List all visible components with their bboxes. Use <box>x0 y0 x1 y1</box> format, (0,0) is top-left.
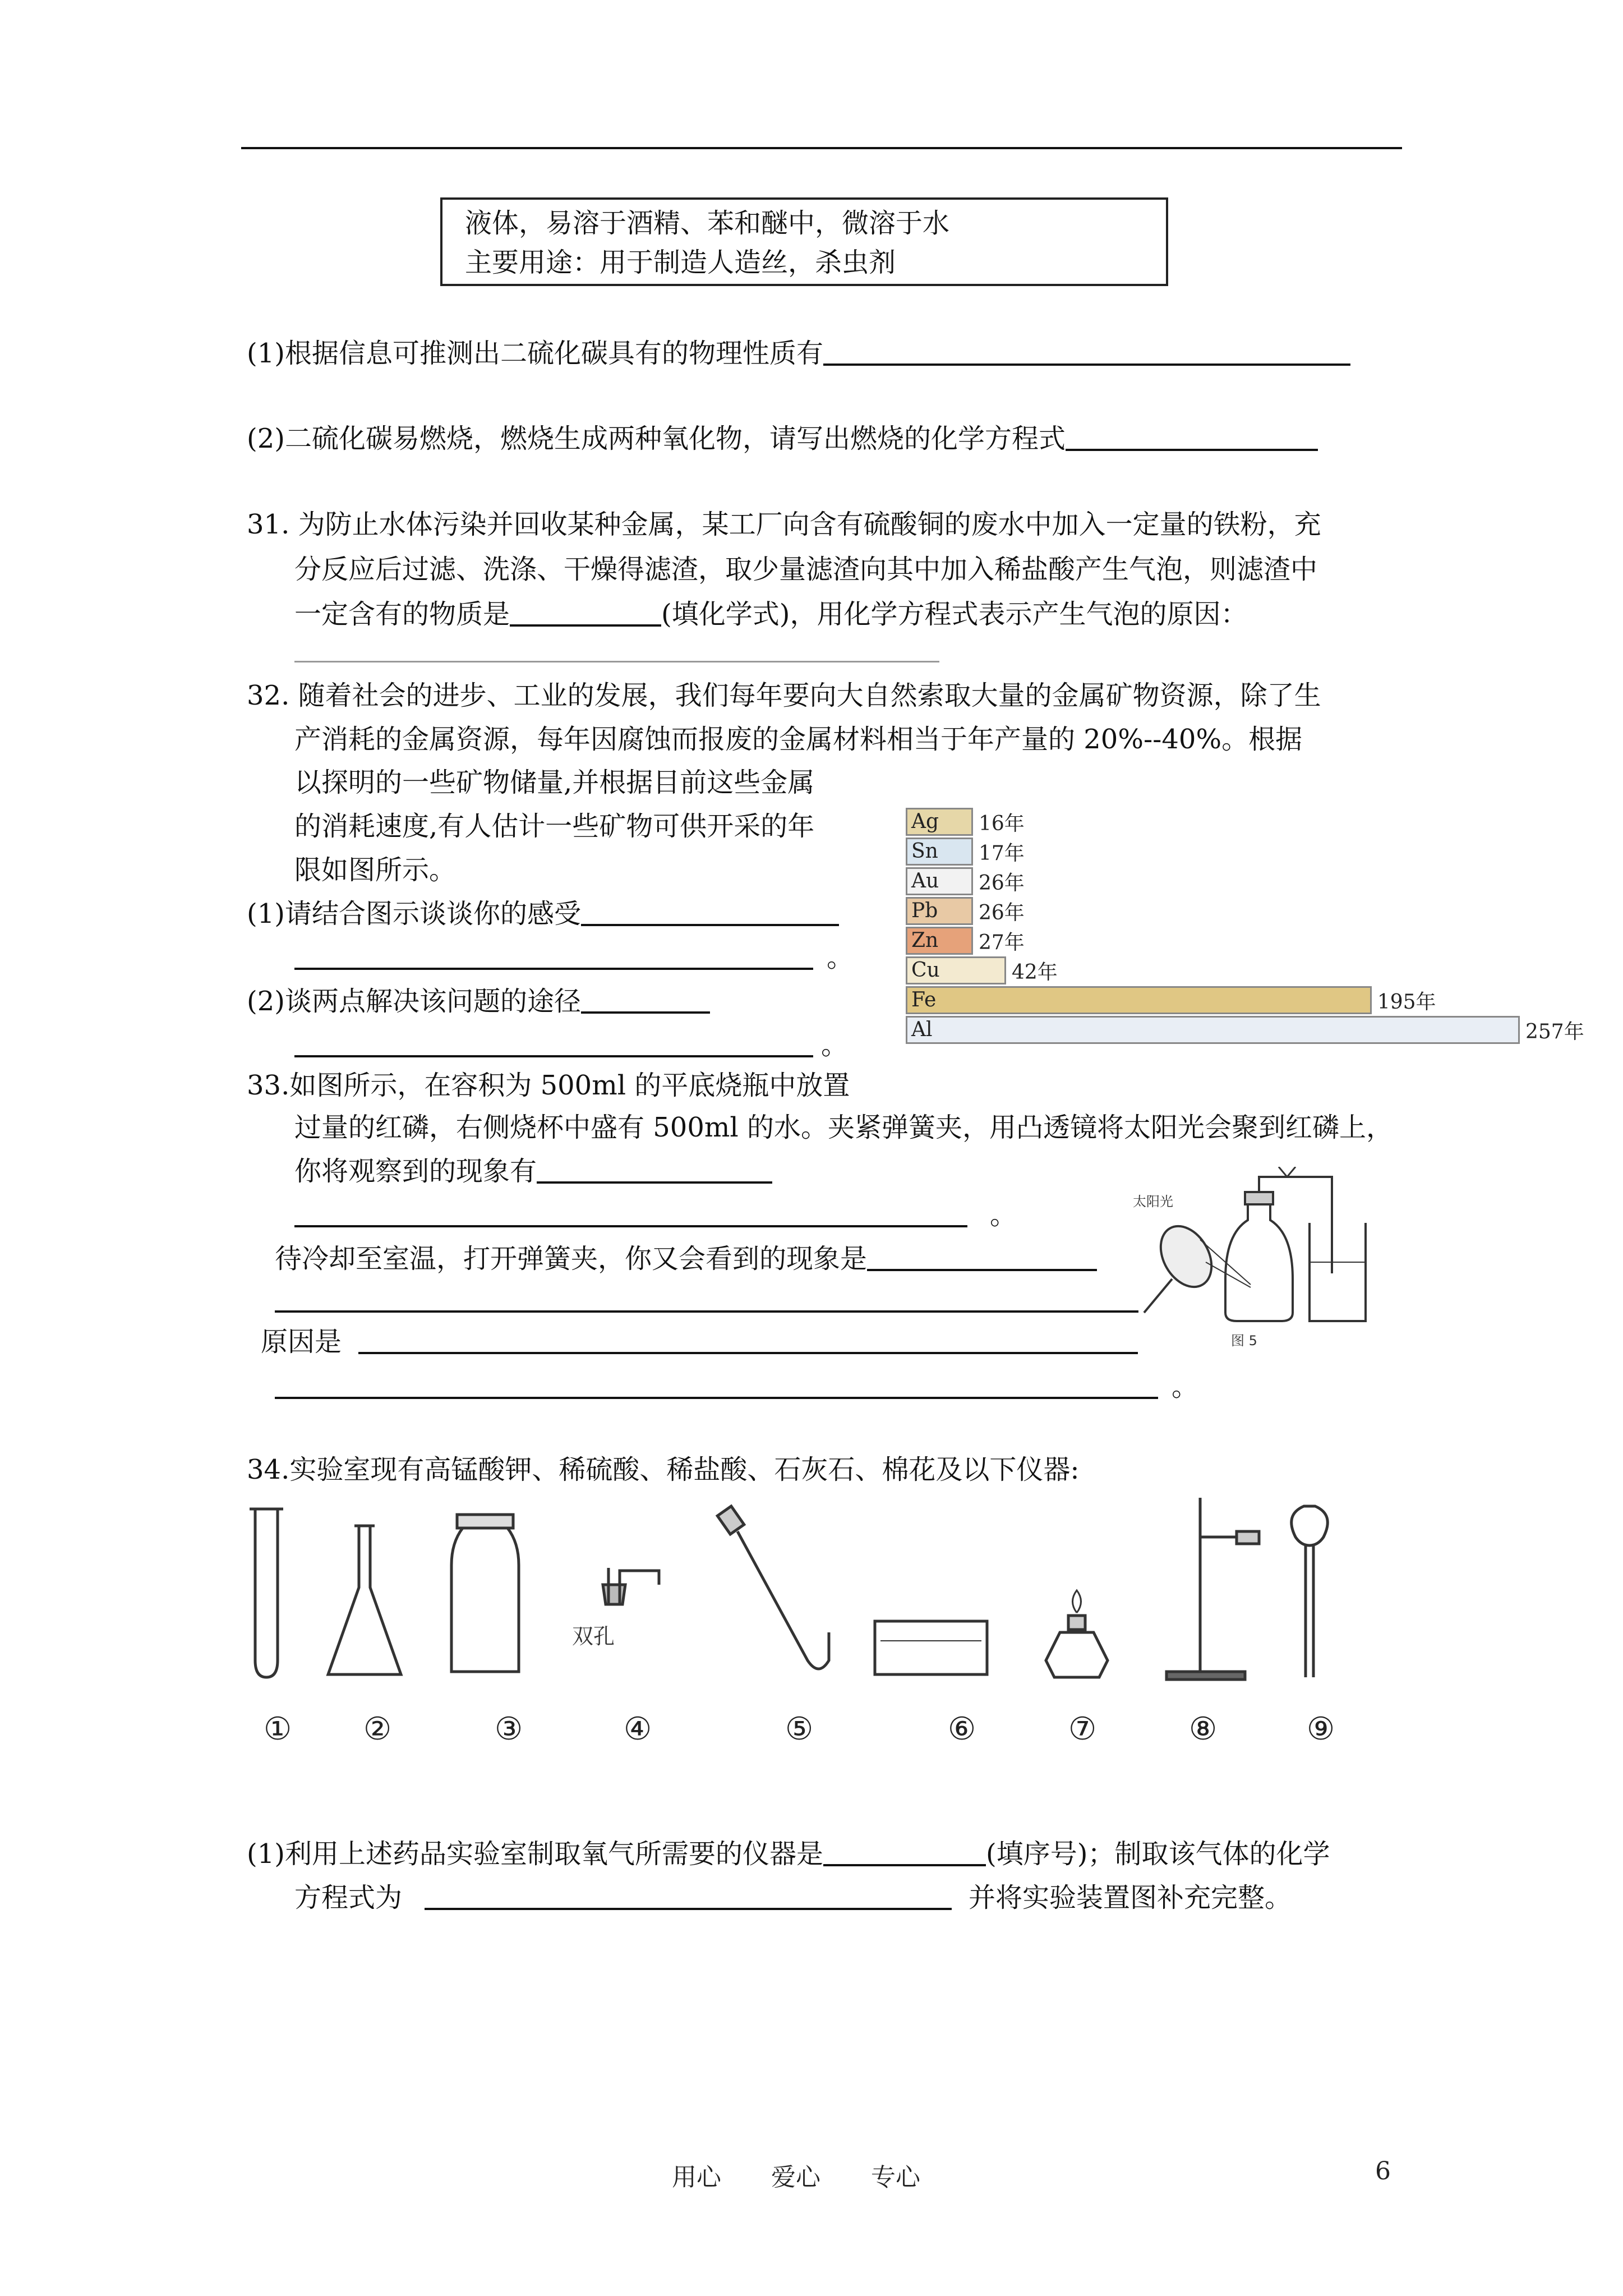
conical-flask-icon <box>328 1526 401 1674</box>
footer-motto-2: 爱心 <box>771 2163 820 2192</box>
q30-part-1-answer-blank[interactable] <box>823 337 1350 366</box>
bent-delivery-tube-icon <box>717 1506 829 1669</box>
bar-label-ag: Ag <box>911 810 939 833</box>
q33-line-8 <box>275 1370 1198 1404</box>
header-rule <box>241 147 1402 149</box>
bar-value-al: 257年 <box>1525 1020 1584 1043</box>
q33-observe-blank-2[interactable] <box>294 1198 967 1227</box>
q33-line-1: 33.如图所示，在容积为 500ml 的平底烧瓶中放置 <box>247 1070 850 1101</box>
q30-part-2 <box>247 422 1318 455</box>
q32-part-1 <box>247 897 839 931</box>
q34-line-1: 34.实验室现有高锰酸钾、稀硫酸、稀盐酸、石灰石、棉花及以下仪器: <box>247 1454 1080 1485</box>
bar-al <box>906 1016 1520 1044</box>
q31-line-3 <box>294 597 1247 631</box>
q34-part-1-text-b: (填序号)；制取该气体的化学 <box>986 1838 1330 1870</box>
q30-part-1-text: (1)根据信息可推测出二硫化碳具有的物理性质有 <box>247 338 823 369</box>
q33-line-8-period: 。 <box>1172 1371 1199 1402</box>
q34-part-1-text-c: 方程式为 <box>294 1882 403 1913</box>
q32-line-3: 以探明的一些矿物储量,并根据目前这些金属 <box>294 767 815 798</box>
footer-motto-1: 用心 <box>672 2163 721 2192</box>
instrument-number-2: ② <box>363 1711 392 1747</box>
alcohol-lamp-icon <box>1046 1590 1108 1677</box>
q32-part-2 <box>247 984 710 1018</box>
q32-line-2: 产消耗的金属资源，每年因腐蚀而报废的金属材料相当于年产量的 20%--40%。根据 <box>294 724 1303 755</box>
q31-formula-blank[interactable] <box>510 597 661 627</box>
q30-part-2-answer-blank[interactable] <box>1066 422 1318 451</box>
q31-equation-blank[interactable] <box>294 661 939 662</box>
footer-motto-3: 专心 <box>871 2163 920 2192</box>
test-tube-icon <box>250 1509 283 1677</box>
q33-observe-blank[interactable] <box>537 1154 772 1184</box>
sunlight-label: 太阳光 <box>1133 1194 1173 1209</box>
q31-line-3-text-a: 一定含有的物质是 <box>294 599 510 630</box>
bar-label-pb: Pb <box>911 899 938 922</box>
q33-line-7 <box>261 1325 1138 1359</box>
bar-label-fe: Fe <box>911 988 937 1011</box>
q34-part-1 <box>247 1837 1330 1871</box>
q32-part-1-blank-2[interactable] <box>294 941 813 970</box>
q32-part-2-blank[interactable] <box>581 984 710 1014</box>
q32-part-1-period: 。 <box>827 942 854 973</box>
q32-part-1-blank[interactable] <box>581 897 839 926</box>
info-box-line-2: 主要用途：用于制造人造丝，杀虫剂 <box>465 247 896 278</box>
q32-part-1-line-2 <box>294 941 854 974</box>
instrument-number-4: ④ <box>624 1711 652 1747</box>
q32-part-2-blank-2[interactable] <box>294 1028 813 1057</box>
bar-label-cu: Cu <box>911 959 940 982</box>
bar-value-ag: 16年 <box>979 812 1025 835</box>
q32-part-2-line-2 <box>294 1028 848 1062</box>
q34-part-1-text-d: 并将实验装置图补充完整。 <box>969 1882 1292 1913</box>
q33-after-blank[interactable] <box>867 1242 1097 1271</box>
instrument-number-9: ⑨ <box>1307 1711 1335 1747</box>
q31-line-1: 31. 为防止水体污染并回收某种金属，某工厂向含有硫酸铜的废水中加入一定量的铁粉，充 <box>247 509 1321 540</box>
instrument-number-3: ③ <box>495 1711 523 1747</box>
instrument-number-8: ⑧ <box>1189 1711 1218 1747</box>
q33-line-2: 过量的红磷，右侧烧杯中盛有 500ml 的水。夹紧弹簧夹，用凸透镜将太阳光会聚到红磷上， <box>294 1112 1394 1143</box>
figure-5-label: 图 5 <box>1231 1333 1257 1349</box>
q30-part-2-text: (2)二硫化碳易燃烧，燃烧生成两种氧化物，请写出燃烧的化学方程式 <box>247 423 1066 454</box>
q32-part-1-text: (1)请结合图示谈谈你的感受 <box>247 898 581 930</box>
bar-value-sn: 17年 <box>979 842 1025 865</box>
q32-line-1: 32. 随着社会的进步、工业的发展，我们每年要向大自然索取大量的金属矿物资源，除了生 <box>247 680 1321 711</box>
q34-instruments-blank[interactable] <box>823 1837 986 1866</box>
bar-value-fe: 195年 <box>1377 991 1436 1014</box>
two-hole-stopper-icon <box>603 1568 659 1604</box>
instruments-figure <box>236 1492 1357 1717</box>
iron-stand-icon <box>1166 1498 1259 1680</box>
q33-line-3 <box>294 1154 772 1188</box>
phosphorus-apparatus-figure <box>1127 1167 1408 1352</box>
reagent-bottle-icon <box>451 1515 519 1672</box>
q33-line-3-text: 你将观察到的现象有 <box>294 1156 537 1187</box>
q34-equation-blank[interactable] <box>425 1881 952 1910</box>
q33-reason-blank[interactable] <box>358 1325 1138 1354</box>
q32-line-5: 限如图所示。 <box>294 854 457 886</box>
bar-label-au: Au <box>911 869 939 892</box>
q34-part-1-text-a: (1)利用上述药品实验室制取氧气所需要的仪器是 <box>247 1838 823 1870</box>
bar-label-zn: Zn <box>911 929 939 952</box>
bar-value-pb: 26年 <box>979 901 1025 924</box>
mineral-lifespan-chart <box>906 808 1596 1049</box>
page-number: 6 <box>1375 2157 1391 2185</box>
bar-value-zn: 27年 <box>979 931 1025 954</box>
q31-line-2: 分反应后过滤、洗涤、干燥得滤渣，取少量滤渣向其中加入稀盐酸产生气泡，则滤渣中 <box>294 554 1318 585</box>
q33-line-4-period: 。 <box>990 1199 1017 1231</box>
q33-line-4 <box>294 1198 1017 1232</box>
water-trough-icon <box>875 1621 987 1674</box>
q33-after-blank-2[interactable] <box>275 1310 1138 1313</box>
long-neck-funnel-icon <box>1292 1506 1328 1677</box>
bar-label-al: Al <box>911 1018 933 1041</box>
info-box-line-1: 液体，易溶于酒精、苯和醚中，微溶于水 <box>465 208 950 239</box>
instrument-number-5: ⑤ <box>785 1711 814 1747</box>
stopper-label: 双孔 <box>572 1624 615 1649</box>
instrument-number-7: ⑦ <box>1068 1711 1097 1747</box>
q33-line-5 <box>275 1242 1097 1276</box>
bar-fe <box>906 986 1372 1014</box>
bar-value-au: 26年 <box>979 872 1025 895</box>
q33-line-5-text: 待冷却至室温，打开弹簧夹，你又会看到的现象是 <box>275 1243 868 1274</box>
q30-part-1 <box>247 337 1350 370</box>
q31-line-3-text-b: (填化学式)，用化学方程式表示产生气泡的原因： <box>661 599 1248 630</box>
q33-reason-blank-2[interactable] <box>275 1370 1158 1399</box>
q32-part-2-text: (2)谈两点解决该问题的途径 <box>247 986 581 1017</box>
bar-value-cu: 42年 <box>1011 961 1058 984</box>
instrument-number-1: ① <box>264 1711 292 1747</box>
bar-label-sn: Sn <box>911 840 938 863</box>
q33-reason-label: 原因是 <box>261 1326 342 1358</box>
q32-line-4: 的消耗速度,有人估计一些矿物可供开采的年 <box>294 811 815 842</box>
q32-part-2-period: 。 <box>821 1029 849 1061</box>
instrument-number-6: ⑥ <box>948 1711 976 1747</box>
info-box <box>440 197 1168 286</box>
q34-part-1-line-2 <box>294 1881 1292 1915</box>
